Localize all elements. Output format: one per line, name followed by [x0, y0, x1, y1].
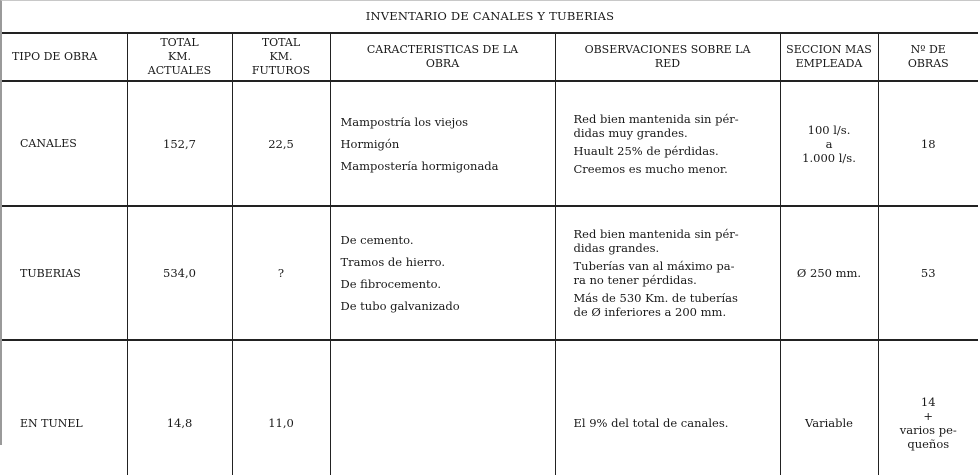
cell-caracteristicas — [330, 81, 555, 206]
cell-tipo: CANALES — [2, 81, 127, 206]
observation-paragraph: Tuberías van al máximo pa- ra no tener pérdidas. — [573, 259, 735, 287]
list-item: Mampostería hormigonada — [340, 158, 499, 173]
list-item: Hormigón — [340, 136, 400, 151]
cell-km-actuales: 152,7 — [127, 81, 232, 206]
cell-line: 18 — [920, 136, 936, 151]
header-observaciones: OBSERVACIONES SOBRE LA RED — [555, 33, 780, 81]
header-total-km-futuros: TOTAL KM. FUTUROS — [232, 33, 330, 81]
cell-seccion — [780, 206, 878, 340]
list-item: Tramos de hierro. — [340, 255, 445, 269]
observation-paragraph: Huault 25% de pérdidas. — [573, 143, 719, 158]
cell-observaciones — [555, 81, 780, 206]
cell-line: 1.000 l/s. — [802, 150, 856, 165]
cell-caracteristicas — [330, 340, 555, 475]
cell-line: a — [825, 136, 833, 151]
document-title: INVENTARIO DE CANALES Y TUBERIAS — [365, 9, 615, 23]
table-row-canales — [2, 81, 978, 206]
cell-caracteristicas — [330, 206, 555, 340]
cell-obras — [878, 81, 978, 206]
header-seccion: SECCION MAS EMPLEADA — [780, 33, 878, 81]
header-total-km-actuales: TOTAL KM. ACTUALES — [127, 33, 232, 81]
observation-paragraph: El 9% del total de canales. — [573, 416, 729, 430]
cell-observaciones — [555, 340, 780, 475]
inventory-table — [2, 32, 978, 475]
cell-km-futuros: 22,5 — [232, 81, 330, 206]
table-row-en-tunel — [2, 340, 978, 475]
cell-line: 14 — [920, 395, 936, 409]
observation-paragraph: Red bien mantenida sin pér- didas muy grandes. — [573, 111, 739, 140]
table-header-row — [2, 33, 978, 81]
cell-seccion — [780, 81, 878, 206]
cell-tipo: EN TUNEL — [2, 340, 127, 475]
cell-obras — [878, 206, 978, 340]
cell-line: Ø 250 mm. — [796, 266, 862, 280]
cell-obras — [878, 340, 978, 475]
observation-paragraph: Red bien mantenida sin pér- didas grandes. — [573, 227, 739, 255]
cell-km-futuros: 11,0 — [232, 340, 330, 475]
header-num-obras: Nº DE OBRAS — [878, 33, 978, 81]
observation-paragraph: Más de 530 Km. de tuberías de Ø inferiores a 200 mm. — [573, 291, 738, 319]
cell-observaciones — [555, 206, 780, 340]
cell-seccion — [780, 340, 878, 475]
header-tipo-de-obra: TIPO DE OBRA — [2, 33, 127, 81]
cell-line: 100 l/s. — [807, 122, 851, 137]
header-caracteristicas: CARACTERISTICAS DE LA OBRA — [330, 33, 555, 81]
cell-line: 53 — [920, 266, 936, 280]
list-item: De tubo galvanizado — [340, 299, 460, 313]
cell-km-futuros: ? — [232, 206, 330, 340]
cell-line: Variable — [805, 416, 853, 430]
list-item: De fibrocemento. — [340, 277, 441, 291]
list-item: Mampostría los viejos — [340, 114, 469, 129]
cell-km-actuales: 534,0 — [127, 206, 232, 340]
cell-km-actuales: 14,8 — [127, 340, 232, 475]
cell-line: varios pe- — [899, 423, 957, 437]
table-row-tuberias — [2, 206, 978, 340]
cell-line: + — [923, 409, 934, 423]
cell-tipo: TUBERIAS — [2, 206, 127, 340]
list-item: De cemento. — [340, 233, 414, 247]
cell-line: queños — [907, 437, 950, 451]
observation-paragraph: Creemos es mucho menor. — [573, 161, 728, 176]
